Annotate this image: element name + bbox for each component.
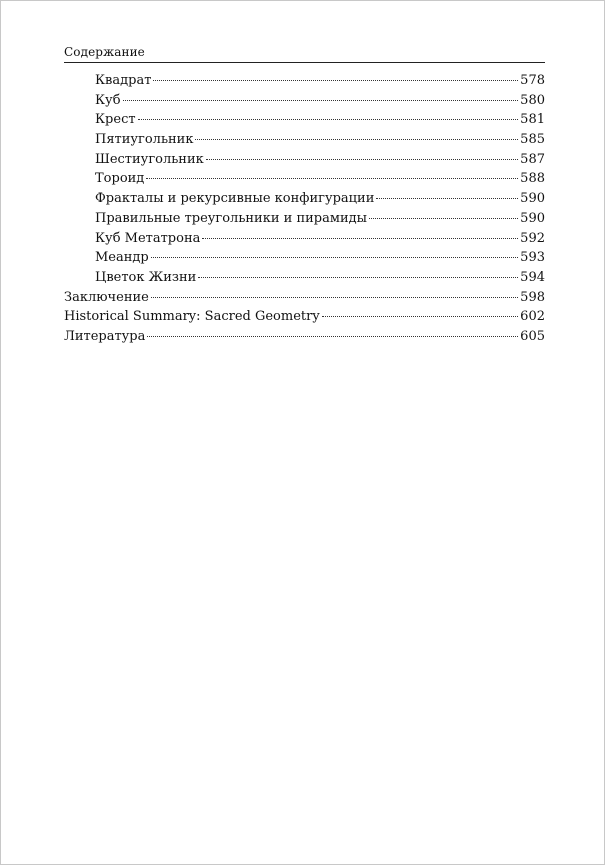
table-of-contents (64, 71, 545, 347)
toc-entry[interactable] (64, 189, 545, 209)
toc-entry-page: 594 (520, 269, 545, 285)
toc-entry[interactable] (64, 130, 545, 150)
toc-entry-title: Меандр (95, 250, 149, 266)
toc-entry-title: Правильные треугольники и пирамиды (95, 210, 367, 226)
toc-entry-page: 580 (520, 92, 545, 108)
toc-entry-page: 590 (520, 191, 545, 207)
toc-entry-title: Historical Summary: Sacred Geometry (64, 309, 320, 325)
toc-entry-page: 602 (520, 309, 545, 325)
toc-entry-title: Литература (64, 328, 146, 344)
toc-entry[interactable] (64, 327, 545, 347)
toc-dot-leader (198, 276, 518, 278)
toc-entry[interactable] (64, 268, 545, 288)
toc-dot-leader (376, 197, 518, 199)
toc-entry[interactable] (64, 229, 545, 249)
toc-entry-title: Крест (95, 112, 136, 128)
toc-dot-leader (202, 237, 518, 239)
toc-entry[interactable] (64, 288, 545, 308)
toc-entry-page: 585 (520, 132, 545, 148)
toc-dot-leader (123, 99, 519, 101)
toc-entry[interactable] (64, 110, 545, 130)
toc-dot-leader (195, 138, 518, 140)
toc-entry[interactable] (64, 307, 545, 327)
running-header: Содержание (64, 45, 145, 59)
toc-entry-title: Цветок Жизни (95, 269, 197, 285)
toc-entry-title: Куб Метатрона (95, 230, 201, 246)
toc-entry[interactable] (64, 91, 545, 111)
toc-entry-page: 578 (520, 73, 545, 88)
toc-dot-leader (147, 335, 518, 337)
toc-entry-page: 588 (520, 171, 545, 187)
toc-entry[interactable] (64, 248, 545, 268)
toc-entry-title: Фракталы и рекурсивные конфигурации (95, 191, 375, 207)
header-rule (64, 62, 545, 63)
toc-entry-title: Пятиугольник (95, 132, 194, 148)
toc-dot-leader (151, 256, 518, 258)
toc-dot-leader (153, 79, 518, 81)
toc-dot-leader (206, 158, 518, 160)
toc-entry-page: 598 (520, 289, 545, 305)
toc-entry-title: Заключение (64, 289, 149, 305)
toc-dot-leader (146, 177, 518, 179)
toc-entry-page: 605 (520, 328, 545, 344)
toc-entry-page: 587 (520, 151, 545, 167)
toc-dot-leader (138, 118, 519, 120)
toc-dot-leader (369, 217, 518, 219)
toc-entry-title: Квадрат (95, 73, 152, 88)
toc-dot-leader (151, 296, 518, 298)
toc-entry-title: Тороид (95, 171, 145, 187)
toc-entry-page: 592 (520, 230, 545, 246)
toc-entry[interactable] (64, 71, 545, 91)
toc-dot-leader (322, 315, 519, 317)
toc-entry-title: Шестиугольник (95, 151, 204, 167)
toc-entry-page: 593 (520, 250, 545, 266)
toc-entry[interactable] (64, 169, 545, 189)
toc-entry[interactable] (64, 209, 545, 229)
toc-entry[interactable] (64, 150, 545, 170)
toc-entry-page: 581 (520, 112, 545, 128)
toc-entry-page: 590 (520, 210, 545, 226)
toc-entry-title: Куб (95, 92, 121, 108)
